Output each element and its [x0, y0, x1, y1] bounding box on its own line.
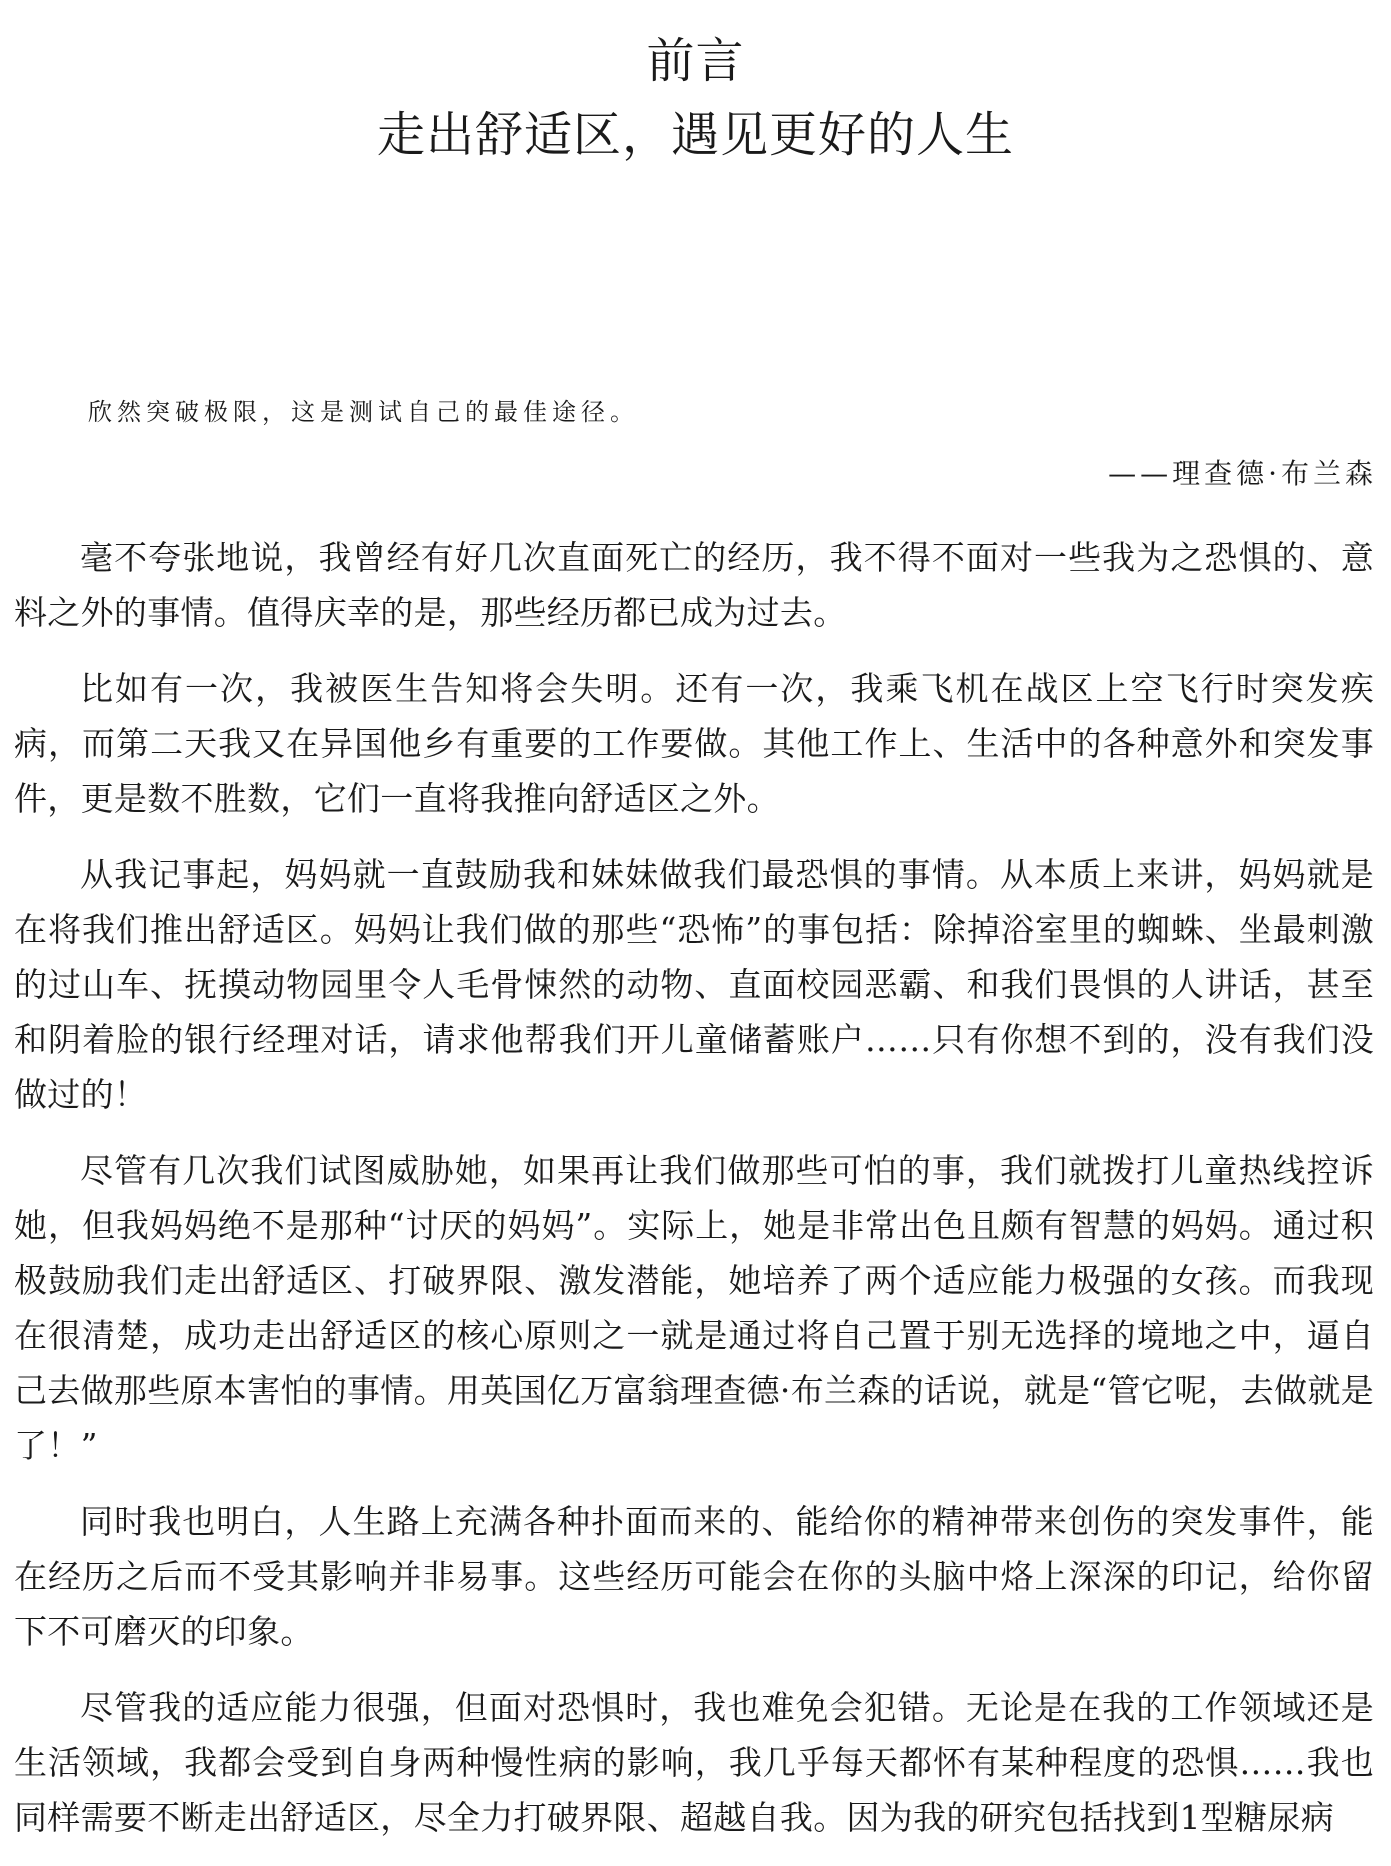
paragraph: 比如有一次，我被医生告知将会失明。还有一次，我乘飞机在战区上空飞行时突发疾病，而第二天我又在异国他乡有重要的工作要做。其他工作上、生活中的各种意外和突发事件，更是数不胜数，它们一直将我推向舒适区之外。: [14, 669, 1374, 818]
epigraph-attribution: ——理查德·布兰森: [1108, 457, 1377, 490]
paragraph: 尽管有几次我们试图威胁她，如果再让我们做那些可怕的事，我们就拨打儿童热线控诉她，但我妈妈绝不是那种“讨厌的妈妈”。实际上，她是非常出色且颇有智慧的妈妈。通过积极鼓励我们走出舒适区、打破界限、激发潜能，她培养了两个适应能力极强的女孩。而我现在很清楚，成功走出舒适区的核心原则之一就是通过将自己置于别无选择的境地之中，逼自己去做那些原本害怕的事情。用英国亿万富翁理查德·布兰森的话说，就是“管它呢，去做就是了！”: [14, 1151, 1374, 1465]
paragraph: 从我记事起，妈妈就一直鼓励我和妹妹做我们最恐惧的事情。从本质上来讲，妈妈就是在将我们推出舒适区。妈妈让我们做的那些“恐怖”的事包括：除掉浴室里的蜘蛛、坐最刺激的过山车、抚摸动物园里令人毛骨悚然的动物、直面校园恶霸、和我们畏惧的人讲话，甚至和阴着脸的银行经理对话，请求他帮我们开儿童储蓄账户……只有你想不到的，没有我们没做过的！: [14, 855, 1374, 1114]
chapter-label: 前言: [646, 33, 745, 89]
epigraph-quote: 欣然突破极限，这是测试自己的最佳途径。: [88, 398, 639, 426]
paragraph: 毫不夸张地说，我曾经有好几次直面死亡的经历，我不得不面对一些我为之恐惧的、意料之外的事情。值得庆幸的是，那些经历都已成为过去。: [14, 538, 1374, 632]
body-text: [14, 530, 1374, 1866]
paragraph: 同时我也明白，人生路上充满各种扑面而来的、能给你的精神带来创伤的突发事件，能在经历之后而不受其影响并非易事。这些经历可能会在你的头脑中烙上深深的印记，给你留下不可磨灭的印象。: [14, 1502, 1374, 1651]
chapter-title: 走出舒适区，遇见更好的人生: [376, 107, 1014, 163]
paragraph: 尽管我的适应能力很强，但面对恐惧时，我也难免会犯错。无论是在我的工作领域还是生活领域，我都会受到自身两种慢性病的影响，我几乎每天都怀有某种程度的恐惧……我也同样需要不断走出舒适区，尽全力打破界限、超越自我。因为我的研究包括找到1型糖尿病: [14, 1688, 1374, 1837]
